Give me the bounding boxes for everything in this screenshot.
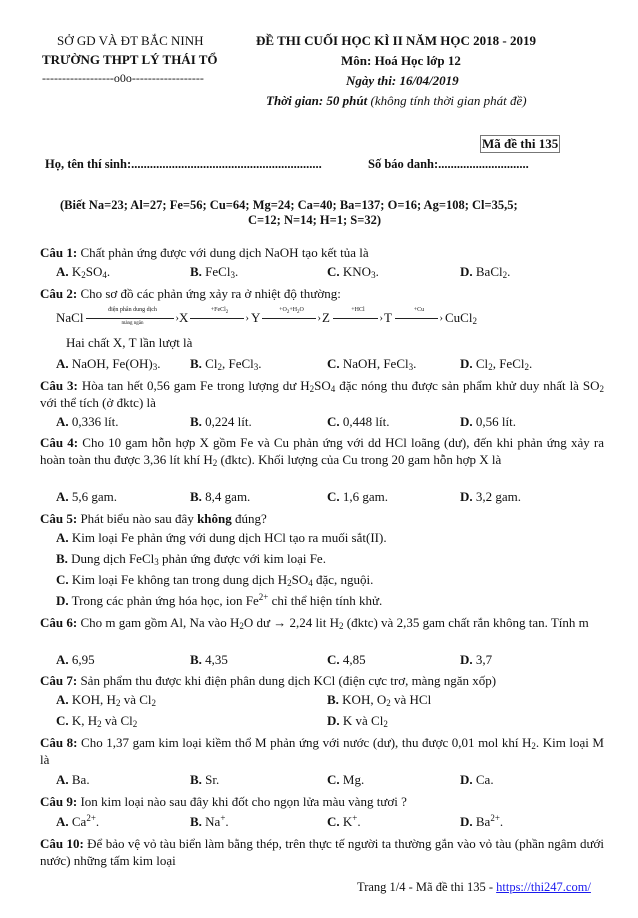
option-text: Cl (475, 356, 489, 371)
question-label: Câu 6: (40, 615, 78, 630)
subscript: 3 (152, 362, 158, 372)
option-label: A. (56, 530, 69, 545)
question-2 (40, 285, 604, 302)
option-text: Sr. (205, 772, 220, 787)
arrow-line (262, 318, 316, 319)
arrow-line (333, 318, 378, 319)
subscript: 2 (212, 458, 218, 468)
subscript: 4 (330, 384, 336, 394)
subscript: 2 (97, 719, 102, 729)
exam-code-box: Mã đề thi 135 (482, 136, 559, 151)
superscript: + (220, 813, 226, 823)
subscript: 2 (132, 719, 138, 729)
question-label: Câu 10: (40, 836, 84, 851)
option-text: . (528, 356, 533, 371)
question-text: Chất phản ứng được với dung dịch NaOH tạo kết tủa là (77, 245, 369, 260)
arrow-reagent: $+O_2+H_2O$ (279, 307, 304, 315)
subscript: 2 (599, 384, 604, 394)
option-c (327, 814, 361, 830)
option-a (56, 692, 156, 708)
option-text: 4,85 (342, 652, 366, 667)
option-text: . (375, 264, 379, 279)
subscript: 4 (308, 578, 313, 588)
question-label: Câu 4: (40, 435, 79, 450)
option-text: Trong các phản ứng hóa học, ion Fe (71, 593, 259, 608)
option-text: 0,56 lít. (475, 414, 516, 429)
option-label: C. (327, 814, 340, 829)
option-text: K, H (71, 713, 98, 728)
option-text: Cl (205, 356, 218, 371)
option-text: Na (205, 814, 221, 829)
question-text: với thể tích (ở đktc) là (40, 395, 156, 410)
superscript: 2+ (490, 813, 500, 823)
option-text: KOH, O (342, 692, 387, 707)
option-text: và HCl (390, 692, 432, 707)
reaction-arrow (262, 306, 321, 332)
option-label: C. (327, 772, 340, 787)
option-text: , FeCl (492, 356, 525, 371)
option-text: 1,6 gam. (342, 489, 389, 504)
option-text: . (413, 356, 417, 371)
option-text: . (507, 264, 511, 279)
question-text: Phát biểu nào sau đây (77, 511, 198, 526)
option-text: 6,95 (71, 652, 95, 667)
reaction-arrow (333, 306, 383, 332)
reaction-arrow (395, 306, 443, 332)
subscript: 2 (309, 384, 315, 394)
option-a (56, 264, 110, 280)
option-label: B. (327, 692, 339, 707)
scheme-node-t: T (384, 310, 392, 325)
question-label: Câu 3: (40, 378, 78, 393)
option-label: A. (56, 814, 69, 829)
atomic-weights-line2: C=12; N=14; H=1; S=32) (248, 213, 381, 227)
footer-text: Trang 1/4 - Mã đề thi 135 - (357, 880, 497, 894)
subscript: 2 (502, 270, 508, 280)
option-text: . (95, 814, 100, 829)
option-text: KNO (342, 264, 372, 279)
arrow-line (86, 318, 174, 319)
option-label: D. (460, 414, 473, 429)
option-b (190, 814, 229, 830)
scheme-node-nacl: NaCl (56, 310, 84, 325)
option-c (327, 414, 389, 430)
option-d (460, 814, 503, 830)
option-b (56, 551, 326, 567)
option-label: B. (190, 414, 202, 429)
option-label: D. (460, 264, 473, 279)
subscript: 3 (408, 362, 414, 372)
question-1 (40, 244, 604, 261)
arrow-condition: điện phân dung dịch (108, 307, 157, 313)
question-text: Cho 1,37 gam kim loại kiềm thổ M phản ứng với nước (dư), thu được 0,01 mol khí H (77, 735, 532, 750)
option-a (56, 772, 90, 788)
question-text: Cho 10 gam hỗn hợp X gồm Fe và Cu phản ứng với dd HCl loãng (dư), đến khi phản ứng xảy ra hoàn toàn thu được 3,36 lít khí H (40, 435, 604, 467)
page-footer (357, 880, 591, 895)
option-text: Ba. (71, 772, 90, 787)
option-text: Kim loại Fe không tan trong dung dịch H (71, 572, 288, 587)
option-b (190, 652, 228, 668)
option-text: Mg. (342, 772, 365, 787)
subscript: 2 (287, 578, 292, 588)
subject-line: Môn: Hoá Học lớp 12 (341, 53, 461, 68)
option-text: 0,224 lít. (205, 414, 252, 429)
option-label: B. (190, 264, 202, 279)
option-text: . (106, 264, 111, 279)
option-label: D. (460, 772, 473, 787)
option-label: C. (327, 652, 340, 667)
option-text: NaOH, Fe(OH) (71, 356, 153, 371)
question-3 (40, 377, 604, 411)
scheme-node-y: Y (251, 310, 261, 325)
option-c (56, 572, 373, 588)
option-text: 3,2 gam. (475, 489, 522, 504)
question-label: Câu 9: (40, 794, 78, 809)
option-text: . (157, 356, 161, 371)
option-text: K và Cl (342, 713, 384, 728)
option-label: D. (327, 713, 340, 728)
option-text: Kim loại Fe phản ứng với dung dịch HCl tạo ra muối sắt(II). (71, 530, 387, 545)
subscript: 2 (531, 741, 536, 751)
arrow-head-icon: › (379, 312, 383, 324)
option-label: D. (460, 356, 473, 371)
question-6 (40, 614, 604, 631)
question-text: Hòa tan hết 0,56 gam Fe trong lượng dư H (77, 378, 310, 393)
option-text: và Cl (120, 692, 152, 707)
option-label: B. (190, 652, 202, 667)
subscript: 2 (383, 719, 388, 729)
option-label: C. (327, 264, 340, 279)
student-name-field: Họ, tên thí sinh:............................................................. (45, 157, 322, 171)
option-b (327, 692, 431, 708)
option-label: A. (56, 356, 69, 371)
option-label: D. (56, 593, 69, 608)
reaction-arrow (190, 306, 249, 332)
question-text: Để bảo vệ vỏ tàu biển làm bằng thép, trên thực tế người ta thường gắn vào vỏ tàu (phần ngâm dưới nước) những tấm kim loại (40, 836, 604, 868)
option-b (190, 772, 219, 788)
option-a (56, 489, 117, 505)
option-d (56, 593, 382, 609)
option-label: A. (56, 489, 69, 504)
option-a (56, 814, 99, 830)
question-label: Câu 8: (40, 735, 78, 750)
option-d (327, 713, 388, 729)
option-c (56, 713, 137, 729)
arrow-reagent: +HCl (351, 307, 365, 313)
question-label: Câu 2: (40, 286, 78, 301)
option-c (327, 772, 364, 788)
option-b (190, 414, 252, 430)
option-b (190, 264, 238, 280)
option-text: 0,448 lít. (342, 414, 390, 429)
option-text: . (499, 814, 504, 829)
option-text: và Cl (101, 713, 133, 728)
option-label: B. (190, 356, 202, 371)
question-text: (đktc). Khối lượng của Cu trong 20 gam hỗn hợp X là (217, 452, 502, 467)
arrow-condition: màng ngăn (121, 321, 144, 326)
option-text: 3,7 (475, 652, 493, 667)
subscript: 2 (217, 362, 222, 372)
option-text: Ca. (475, 772, 494, 787)
question-text: Sản phẩm thu được khi điện phân dung dịch KCl (điện cực trơ, màng ngăn xốp) (77, 673, 497, 688)
subscript: 3 (154, 557, 159, 567)
question-label: Câu 7: (40, 673, 78, 688)
question-text: Ion kim loại nào sau đây khi đốt cho ngọn lửa màu vàng tươi ? (77, 794, 407, 809)
reaction-arrow (86, 306, 179, 332)
arrow-reagent: +FeCl$_2$ (210, 307, 229, 315)
atomic-weights-line1: (Biết Na=23; Al=27; Fe=56; Cu=64; Mg=24; Ca=40; Ba=137; O=16; Ag=108; Cl=35,5; (60, 198, 518, 212)
arrow-reagent: +Cu (413, 307, 425, 313)
subscript: 2 (524, 362, 529, 372)
question-text: Cho m gam gồm Al, Na vào H (77, 615, 240, 630)
option-text: 0,336 lít. (71, 414, 119, 429)
option-text: KOH, H (71, 692, 116, 707)
option-label: C. (327, 356, 340, 371)
option-text: . (234, 264, 239, 279)
option-text: . (357, 814, 361, 829)
option-a (56, 356, 161, 372)
option-text: FeCl (205, 264, 231, 279)
option-text: SO (291, 572, 309, 587)
question-4 (40, 434, 604, 468)
option-text: K (71, 264, 82, 279)
duration-note: (không tính thời gian phát đề) (370, 93, 527, 108)
arrow-line (190, 318, 244, 319)
option-text: phản ứng được với kim loại Fe. (158, 551, 326, 566)
scheme-node-x: X (179, 310, 189, 325)
arrow-head-icon: › (317, 312, 321, 324)
question-text: . Kim loại M là (40, 735, 604, 767)
question-label: Câu 5: (40, 511, 78, 526)
option-label: C. (327, 414, 340, 429)
option-text: , FeCl (221, 356, 254, 371)
question-5 (40, 510, 604, 527)
option-b (190, 356, 262, 372)
question-label: Câu 1: (40, 245, 78, 260)
option-d (460, 652, 492, 668)
option-text: 4,35 (205, 652, 228, 667)
subscript: 3 (253, 362, 259, 372)
option-text: K (342, 814, 353, 829)
option-text: Dung dịch FeCl (71, 551, 155, 566)
question-text: đặc nóng thu được sản phẩm khử duy nhất là SO (335, 378, 600, 393)
question-text: đúng? (231, 511, 267, 526)
school-name: TRƯỜNG THPT LÝ THÁI TỔ (42, 52, 218, 67)
option-d (460, 489, 521, 505)
scheme-node-z: Z (322, 310, 330, 325)
student-id-field: Số báo danh:............................. (368, 157, 529, 171)
option-label: C. (327, 489, 340, 504)
superscript: 2+ (258, 592, 269, 602)
option-text: 8,4 gam. (205, 489, 251, 504)
option-d (460, 772, 494, 788)
question-text: O dư → 2,24 lit H (243, 615, 340, 630)
option-c (327, 356, 416, 372)
question-text: Cho sơ đồ các phản ứng xảy ra ở nhiệt độ thường: (77, 286, 341, 301)
option-label: D. (460, 489, 473, 504)
subscript: 2 (339, 621, 344, 631)
arrow-head-icon: › (245, 312, 249, 324)
option-a (56, 652, 95, 668)
question-9 (40, 793, 604, 810)
scheme-node-cucl2: CuCl$_2$ (445, 310, 477, 326)
exam-date: Ngày thi: 16/04/2019 (346, 73, 459, 88)
option-label: A. (56, 264, 69, 279)
option-a (56, 414, 118, 430)
subscript: 2 (488, 362, 493, 372)
emphasis-text: không (197, 511, 232, 526)
option-text: đặc, nguội. (312, 572, 374, 587)
option-text: Ba (475, 814, 491, 829)
option-a (56, 530, 387, 546)
option-c (327, 489, 388, 505)
option-label: B. (190, 814, 202, 829)
subscript: 2 (151, 698, 157, 708)
option-text: SO (85, 264, 103, 279)
option-text: 5,6 gam. (71, 489, 118, 504)
option-label: C. (56, 713, 69, 728)
option-label: A. (56, 692, 69, 707)
question-2-subquestion: Hai chất X, T lần lượt là (66, 335, 193, 350)
duration-label: Thời gian: 50 phút (266, 93, 368, 108)
subscript: 2 (115, 698, 121, 708)
option-d (460, 356, 532, 372)
option-text: NaOH, FeCl (342, 356, 409, 371)
option-label: A. (56, 652, 69, 667)
question-8 (40, 734, 604, 768)
question-10 (40, 835, 604, 869)
option-label: B. (190, 489, 202, 504)
footer-link[interactable]: https://thi247.com/ (496, 880, 591, 894)
superscript: 2+ (86, 813, 96, 823)
option-label: C. (56, 572, 69, 587)
option-text: . (225, 814, 229, 829)
exam-duration (266, 93, 527, 109)
question-text: (đktc) và 2,35 gam chất rắn không tan. Tính m (343, 615, 589, 630)
subscript: 2 (81, 270, 86, 280)
option-c (327, 652, 366, 668)
option-text: Ca (71, 814, 87, 829)
option-text: BaCl (475, 264, 503, 279)
option-label: D. (460, 652, 473, 667)
arrow-head-icon: › (175, 312, 179, 324)
subscript: 3 (230, 270, 235, 280)
option-label: D. (460, 814, 473, 829)
option-b (190, 489, 250, 505)
arrow-head-icon: › (439, 312, 443, 324)
department-name: SỞ GD VÀ ĐT BẮC NINH (57, 33, 204, 48)
header-divider: ------------------o0o------------------ (42, 71, 204, 85)
option-label: A. (56, 414, 69, 429)
arrow-line (395, 318, 438, 319)
option-label: B. (190, 772, 202, 787)
subscript: 2 (386, 698, 391, 708)
exam-title: ĐỀ THI CUỐI HỌC KÌ II NĂM HỌC 2018 - 2019 (256, 33, 537, 48)
option-d (460, 264, 510, 280)
option-label: A. (56, 772, 69, 787)
subscript: 2 (239, 621, 244, 631)
option-c (327, 264, 379, 280)
question-text: SO (314, 378, 331, 393)
option-d (460, 414, 516, 430)
option-text: . (258, 356, 262, 371)
option-text: chỉ thể hiện tính khử. (268, 593, 383, 608)
subscript: 4 (102, 270, 107, 280)
question-7 (40, 672, 604, 689)
subscript: 3 (371, 270, 376, 280)
superscript: + (352, 813, 358, 823)
option-label: B. (56, 551, 68, 566)
